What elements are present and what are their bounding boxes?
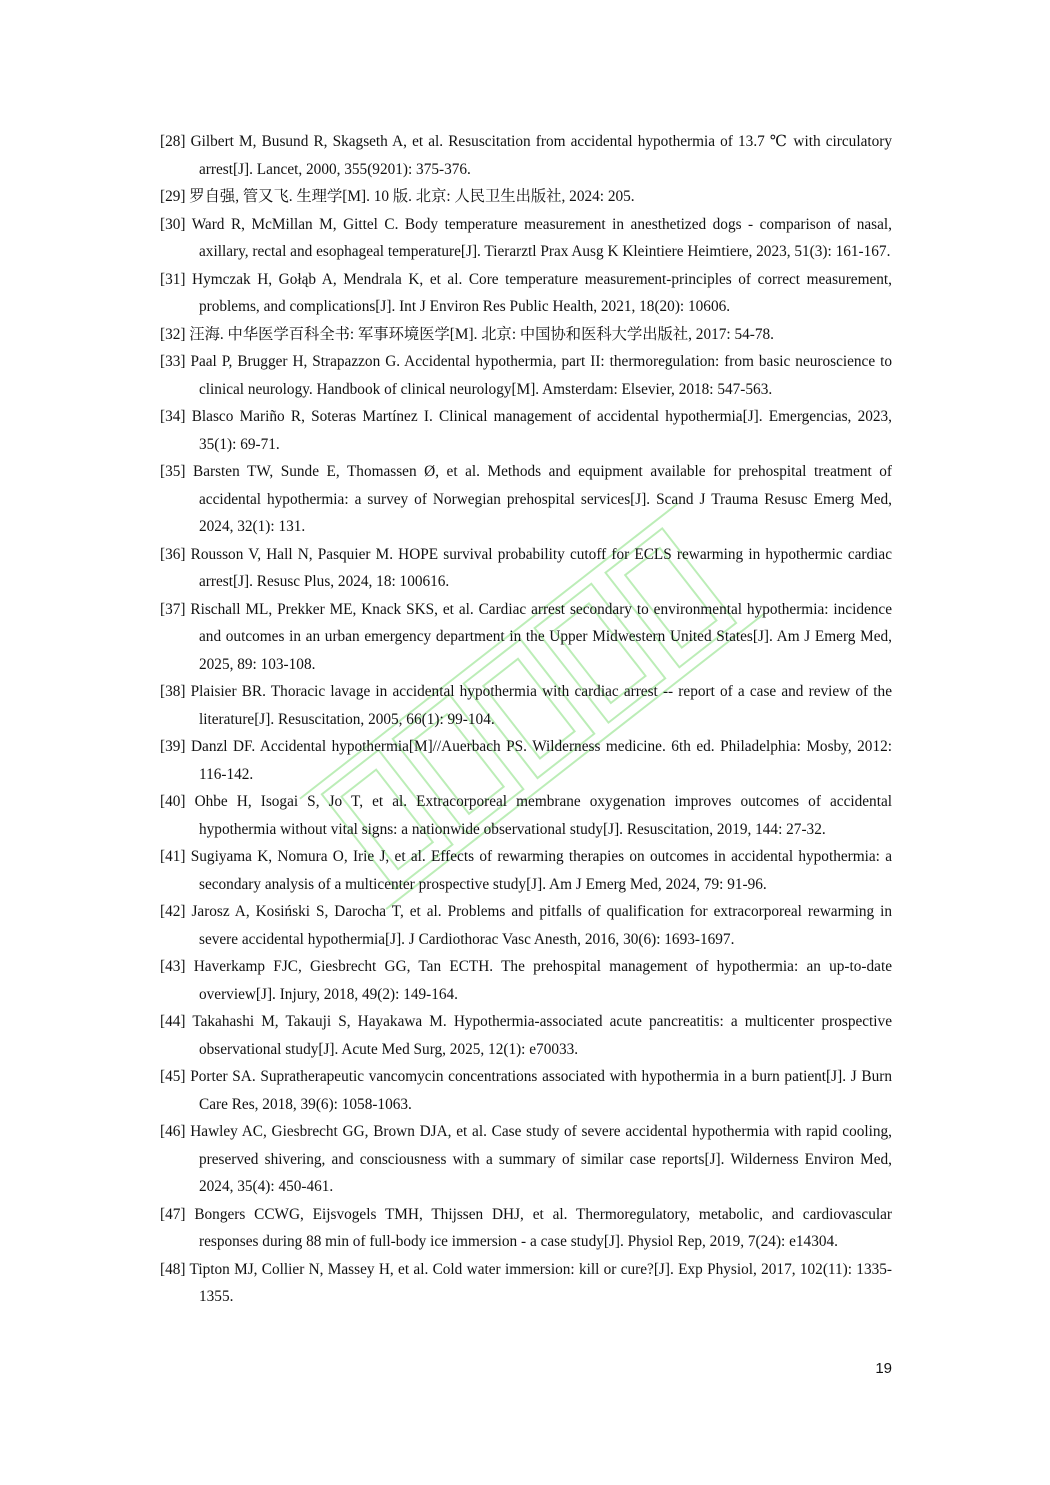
reference-item: [36] Rousson V, Hall N, Pasquier M. HOPE survival probability cutoff for ECLS rewarming in hypothermic cardiac arrest[J]. Resusc Plus, 2024, 18: 100616. [160,545,892,590]
reference-item: [32] 汪海. 中华医学百科全书: 军事环境医学[M]. 北京: 中国协和医科大学出版社, 2017: 54-78. [160,325,774,343]
reference-item: [33] Paal P, Brugger H, Strapazzon G. Accidental hypothermia, part II: thermoregulation: from basic neuroscience to clinical neurology. Handbook of clinical neurology[M]. Amsterdam: Elsevier, 2018: 547-563. [160,353,892,398]
reference-item: [40] Ohbe H, Isogai S, Jo T, et al. Extracorporeal membrane oxygenation improves outcomes of accidental hypothermia without vital signs: a nationwide observational study[J]. Resuscitation, 2019, 144: 27-32. [160,793,892,838]
reference-item: [37] Rischall ML, Prekker ME, Knack SKS, et al. Cardiac arrest secondary to environmental hypothermia: incidence and outcomes in an urban emergency department in the Upper Midwestern United States[J]. Am J Emerg Med, 2025, 89: 103-108. [160,600,892,673]
reference-item: [41] Sugiyama K, Nomura O, Irie J, et al. Effects of rewarming therapies on outcomes in accidental hypothermia: a secondary analysis of a multicenter prospective study[J]. Am J Emerg Med, 2024, 79: 91-96. [160,848,892,893]
reference-item: [48] Tipton MJ, Collier N, Massey H, et al. Cold water immersion: kill or cure?[J]. Exp Physiol, 2017, 102(11): 1335-1355. [160,1260,892,1305]
reference-item: [45] Porter SA. Supratherapeutic vancomycin concentrations associated with hypothermia in a burn patient[J]. J Burn Care Res, 2018, 39(6): 1058-1063. [160,1068,892,1113]
reference-item: [42] Jarosz A, Kosiński S, Darocha T, et al. Problems and pitfalls of qualification for extracorporeal rewarming in severe accidental hypothermia[J]. J Cardiothorac Vasc Anesth, 2016, 30(6): 1693-1697. [160,903,892,948]
reference-item: [46] Hawley AC, Giesbrecht GG, Brown DJA, et al. Case study of severe accidental hypothermia with rapid cooling, preserved shivering, and consciousness with a summary of similar case reports[J]. Wilderness Environ Med, 2024, 35(4): 450-461. [160,1123,892,1195]
reference-item: [31] Hymczak H, Gołąb A, Mendrala K, et al. Core temperature measurement-principles of correct measurement, problems, and complications[J]. Int J Environ Res Public Health, 2021, 18(20): 10606. [160,270,892,315]
reference-item: [34] Blasco Mariño R, Soteras Martínez I. Clinical management of accidental hypothermia[J]. Emergencias, 2023, 35(1): 69-71. [160,408,892,453]
reference-item: [39] Danzl DF. Accidental hypothermia[M]//Auerbach PS. Wilderness medicine. 6th ed. Philadelphia: Mosby, 2012: 116-142. [160,738,892,783]
reference-item: [28] Gilbert M, Busund R, Skagseth A, et al. Resuscitation from accidental hypothermia of 13.7 ℃ with circulatory arrest[J]. Lancet, 2000, 355(9201): 375-376. [160,133,892,178]
reference-list [160,128,892,1311]
reference-item: [47] Bongers CCWG, Eijsvogels TMH, Thijssen DHJ, et al. Thermoregulatory, metabolic, and cardiovascular responses during 88 min of full-body ice immersion - a case study[J]. Physiol Rep, 2019, 7(24): e14304. [160,1205,892,1250]
reference-item: [44] Takahashi M, Takauji S, Hayakawa M. Hypothermia-associated acute pancreatitis: a multicenter prospective observational study[J]. Acute Med Surg, 2025, 12(1): e70033. [160,1013,892,1058]
page-number: 19 [875,1360,892,1377]
reference-item: [30] Ward R, McMillan M, Gittel C. Body temperature measurement in anesthetized dogs - comparison of nasal, axillary, rectal and esophageal temperature[J]. Tierarztl Prax Ausg K Kleintiere Heimtiere, 2023, 51(3): 161-167. [160,215,892,260]
reference-item: [43] Haverkamp FJC, Giesbrecht GG, Tan ECTH. The prehospital management of hypothermia: an up-to-date overview[J]. Injury, 2018, 49(2): 149-164. [160,958,892,1003]
reference-item: [29] 罗自强, 管又飞. 生理学[M]. 10 版. 北京: 人民卫生出版社, 2024: 205. [160,188,635,205]
reference-item: [35] Barsten TW, Sunde E, Thomassen Ø, et al. Methods and equipment available for prehospital treatment of accidental hypothermia: a survey of Norwegian prehospital services[J]. Scand J Trauma Resusc Emerg Med, 2024, 32(1): 131. [160,463,892,535]
reference-item: [38] Plaisier BR. Thoracic lavage in accidental hypothermia with cardiac arrest -- report of a case and review of the literature[J]. Resuscitation, 2005, 66(1): 99-104. [160,683,892,728]
